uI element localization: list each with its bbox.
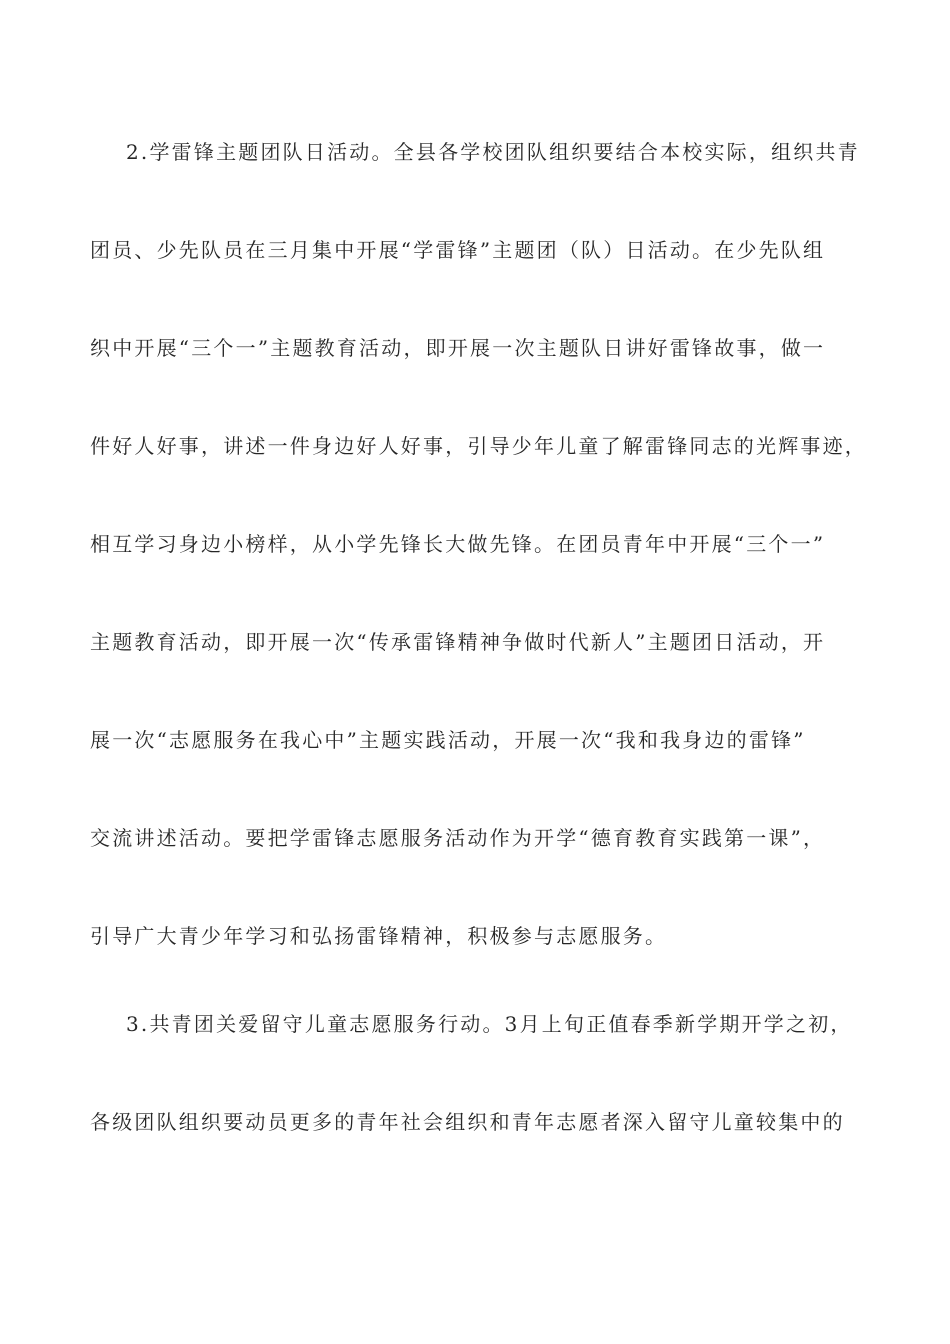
paragraph-2-line-2: 团员、少先队员在三月集中开展“学雷锋”主题团（队）日活动。在少先队组 xyxy=(90,238,826,262)
paragraph-2-line-3: 织中开展“三个一”主题教育活动，即开展一次主题队日讲好雷锋故事，做一 xyxy=(90,336,826,360)
paragraph-2-line-5: 相互学习身边小榜样，从小学先锋长大做先锋。在团员青年中开展“三个一” xyxy=(90,532,826,556)
paragraph-3-line-2: 各级团队组织要动员更多的青年社会组织和青年志愿者深入留守儿童较集中的 xyxy=(90,1110,845,1134)
paragraph-2-line-8: 交流讲述活动。要把学雷锋志愿服务活动作为开学“德育教育实践第一课”， xyxy=(90,826,826,850)
paragraph-2-line-6: 主题教育活动，即开展一次“传承雷锋精神争做时代新人”主题团日活动，开 xyxy=(90,630,826,654)
paragraph-2-line-9: 引导广大青少年学习和弘扬雷锋精神，积极参与志愿服务。 xyxy=(90,924,668,948)
paragraph-3-line-1: 3.共青团关爱留守儿童志愿服务行动。3月上旬正值春季新学期开学之初， xyxy=(126,1012,853,1036)
paragraph-2-line-7: 展一次“志愿服务在我心中”主题实践活动，开展一次“我和我身边的雷锋” xyxy=(90,728,806,752)
paragraph-2-line-1: 2.学雷锋主题团队日活动。全县各学校团队组织要结合本校实际，组织共青 xyxy=(126,140,860,164)
paragraph-2-line-4: 件好人好事，讲述一件身边好人好事，引导少年儿童了解雷锋同志的光辉事迹， xyxy=(90,434,867,458)
